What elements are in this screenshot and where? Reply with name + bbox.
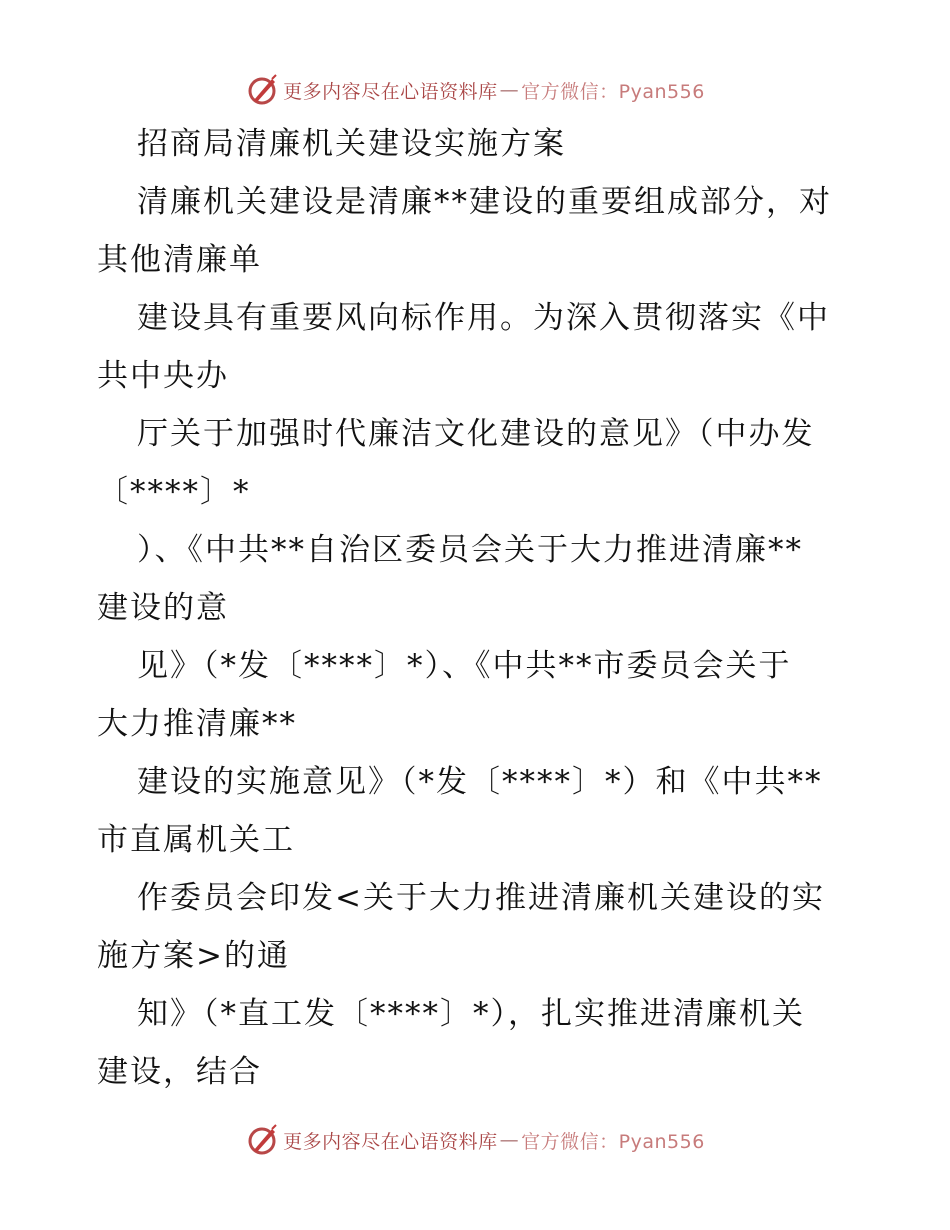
banner-dash: — — [499, 1129, 520, 1151]
banner-brand-text: 更多内容尽在心语资料库 — [283, 1130, 498, 1153]
body-text-line: 大力推清廉** — [97, 706, 297, 742]
body-text-line: 知》（*直工发〔****〕*），扎实推进清廉机关 — [137, 996, 805, 1032]
body-text-line: 共中央办 — [97, 358, 229, 394]
document-body — [97, 115, 857, 1101]
header-watermark-banner — [0, 68, 950, 112]
body-text-line: 清廉机关建设是清廉**建设的重要组成部分，对 — [137, 184, 832, 220]
body-text-line: 其他清廉单 — [97, 242, 262, 278]
document-title: 招商局清廉机关建设实施方案 — [137, 126, 566, 162]
body-text-line: 厅关于加强时代廉洁文化建设的意见》（中办发 — [137, 416, 815, 452]
body-text-line: 建设的实施意见》（*发〔****〕*）和《中共** — [137, 764, 823, 800]
body-text-line: 建设具有重要风向标作用。为深入贯彻落实《中 — [137, 300, 830, 336]
body-text-line: ）、《中共**自治区委员会关于大力推进清廉** — [137, 532, 803, 568]
body-text-line: 施方案>的通 — [97, 938, 290, 974]
quill-logo-icon — [245, 73, 279, 107]
quill-logo-icon — [245, 1123, 279, 1157]
body-text-line: 建设，结合 — [97, 1054, 262, 1090]
banner-wechat-text: 官方微信：Pyan556 — [521, 80, 705, 103]
banner-wechat-text: 官方微信：Pyan556 — [521, 1130, 705, 1153]
body-text-line: 建设的意 — [97, 590, 229, 626]
footer-watermark-banner — [0, 1118, 950, 1162]
body-text-line: 作委员会印发<关于大力推进清廉机关建设的实 — [137, 880, 825, 916]
body-text-line: 〔****〕* — [97, 474, 251, 510]
body-text-line: 市直属机关工 — [97, 822, 295, 858]
banner-dash: — — [499, 79, 520, 101]
banner-brand-text: 更多内容尽在心语资料库 — [283, 80, 498, 103]
body-text-line: 见》（*发〔****〕*）、《中共**市委员会关于 — [137, 648, 792, 684]
